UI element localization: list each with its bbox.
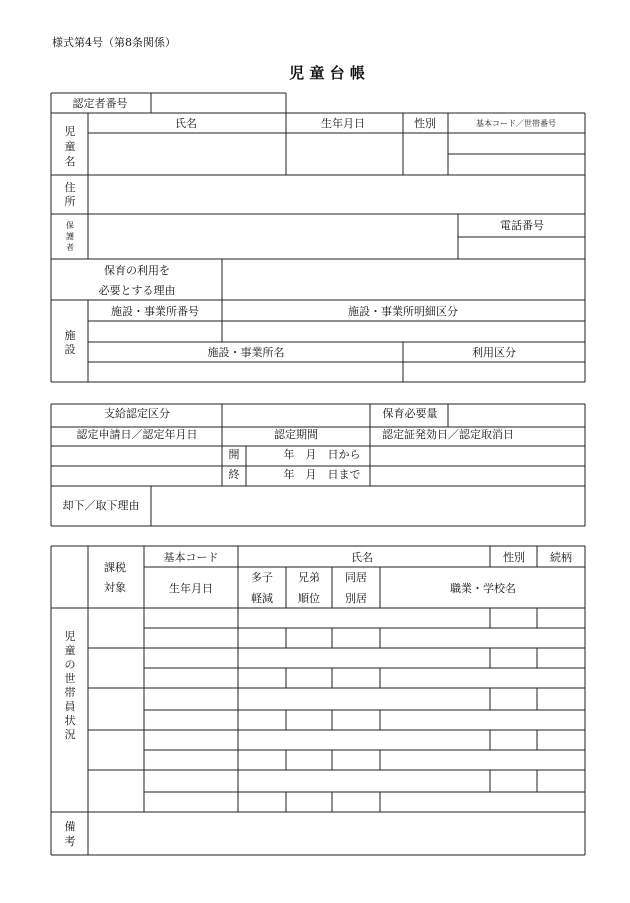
label-nintei-kikan: 認定期間	[274, 428, 318, 441]
label-jido-mei-2: 童	[64, 140, 76, 153]
label-kihon-code: 基本コード	[163, 551, 219, 564]
label-tashi-line2: 軽減	[251, 592, 273, 605]
label-setaiin-5: 帯	[64, 686, 76, 699]
label-seibetsu: 性別	[414, 117, 436, 130]
label-dokyo-line2: 別居	[345, 592, 367, 605]
label-hoiku-hitsuyoryo: 保育必要量	[382, 407, 438, 420]
label-jusho-1: 住	[64, 181, 76, 194]
label-setaiin-3: の	[64, 658, 76, 671]
label-jido-mei-3: 名	[64, 155, 76, 168]
label-tashi-line1: 多子	[251, 571, 273, 584]
label-setaiin-7: 状	[64, 714, 76, 727]
label-s3-shimei: 氏名	[351, 551, 373, 564]
label-jusho-2: 所	[64, 195, 76, 208]
label-kai: 開	[228, 448, 240, 461]
label-ninteisha-bango: 認定者番号	[72, 97, 128, 110]
label-kara: 年 月 日から	[283, 448, 361, 461]
label-seinengappi: 生年月日	[321, 117, 365, 130]
label-shisetsu-2: 設	[64, 343, 76, 356]
label-riyu-line1: 保育の利用を	[104, 264, 170, 277]
label-kyodai-line1: 兄弟	[298, 571, 320, 584]
label-jido-mei-1: 児	[64, 125, 76, 138]
label-kazei-line1: 課税	[104, 561, 126, 574]
label-shu: 終	[228, 468, 240, 481]
label-kyakka-riyu: 却下／取下理由	[62, 499, 140, 512]
page-title: 児 童 台 帳	[289, 64, 365, 82]
form-number: 様式第4号（第8条関係）	[52, 36, 176, 49]
label-shokugyo: 職業・学校名	[450, 582, 516, 595]
label-zokugara: 続柄	[550, 551, 572, 564]
label-shisetsu-1: 施	[64, 329, 76, 342]
label-hogosha-2: 護	[66, 232, 74, 241]
label-setaiin-2: 童	[64, 644, 76, 657]
label-hakkobi: 認定証発効日／認定取消日	[382, 428, 514, 441]
label-shisetsu-meisai: 施設・事業所明細区分	[348, 305, 458, 318]
label-kihon-code-setai: 基本コード／世帯番号	[476, 119, 556, 128]
label-shimei: 氏名	[175, 117, 197, 130]
label-biko-2: 考	[64, 835, 76, 848]
label-riyo-kubun: 利用区分	[472, 346, 516, 359]
label-hogosha-3: 者	[66, 243, 74, 252]
label-denwa-bango: 電話番号	[500, 219, 544, 232]
label-shisetsu-bango: 施設・事業所番号	[111, 305, 199, 318]
label-s3-seibetsu: 性別	[503, 551, 525, 564]
label-hogosha-1: 保	[66, 221, 74, 230]
label-biko-1: 備	[64, 820, 76, 833]
label-setaiin-1: 児	[64, 630, 76, 643]
label-kazei-line2: 対象	[104, 581, 126, 594]
label-riyu-line2: 必要とする理由	[98, 284, 176, 297]
label-setaiin-4: 世	[64, 672, 76, 685]
label-shinseibi: 認定申請日／認定年月日	[76, 428, 198, 441]
label-setaiin-8: 況	[64, 728, 76, 741]
label-setaiin-6: 員	[64, 700, 76, 713]
label-kyufu-nintei-kubun: 支給認定区分	[104, 407, 170, 420]
label-kyodai-line2: 順位	[298, 592, 320, 605]
label-shisetsu-mei: 施設・事業所名	[207, 346, 285, 359]
label-s3-seinengappi: 生年月日	[169, 582, 213, 595]
label-made: 年 月 日まで	[283, 468, 361, 481]
label-dokyo-line1: 同居	[345, 571, 367, 584]
